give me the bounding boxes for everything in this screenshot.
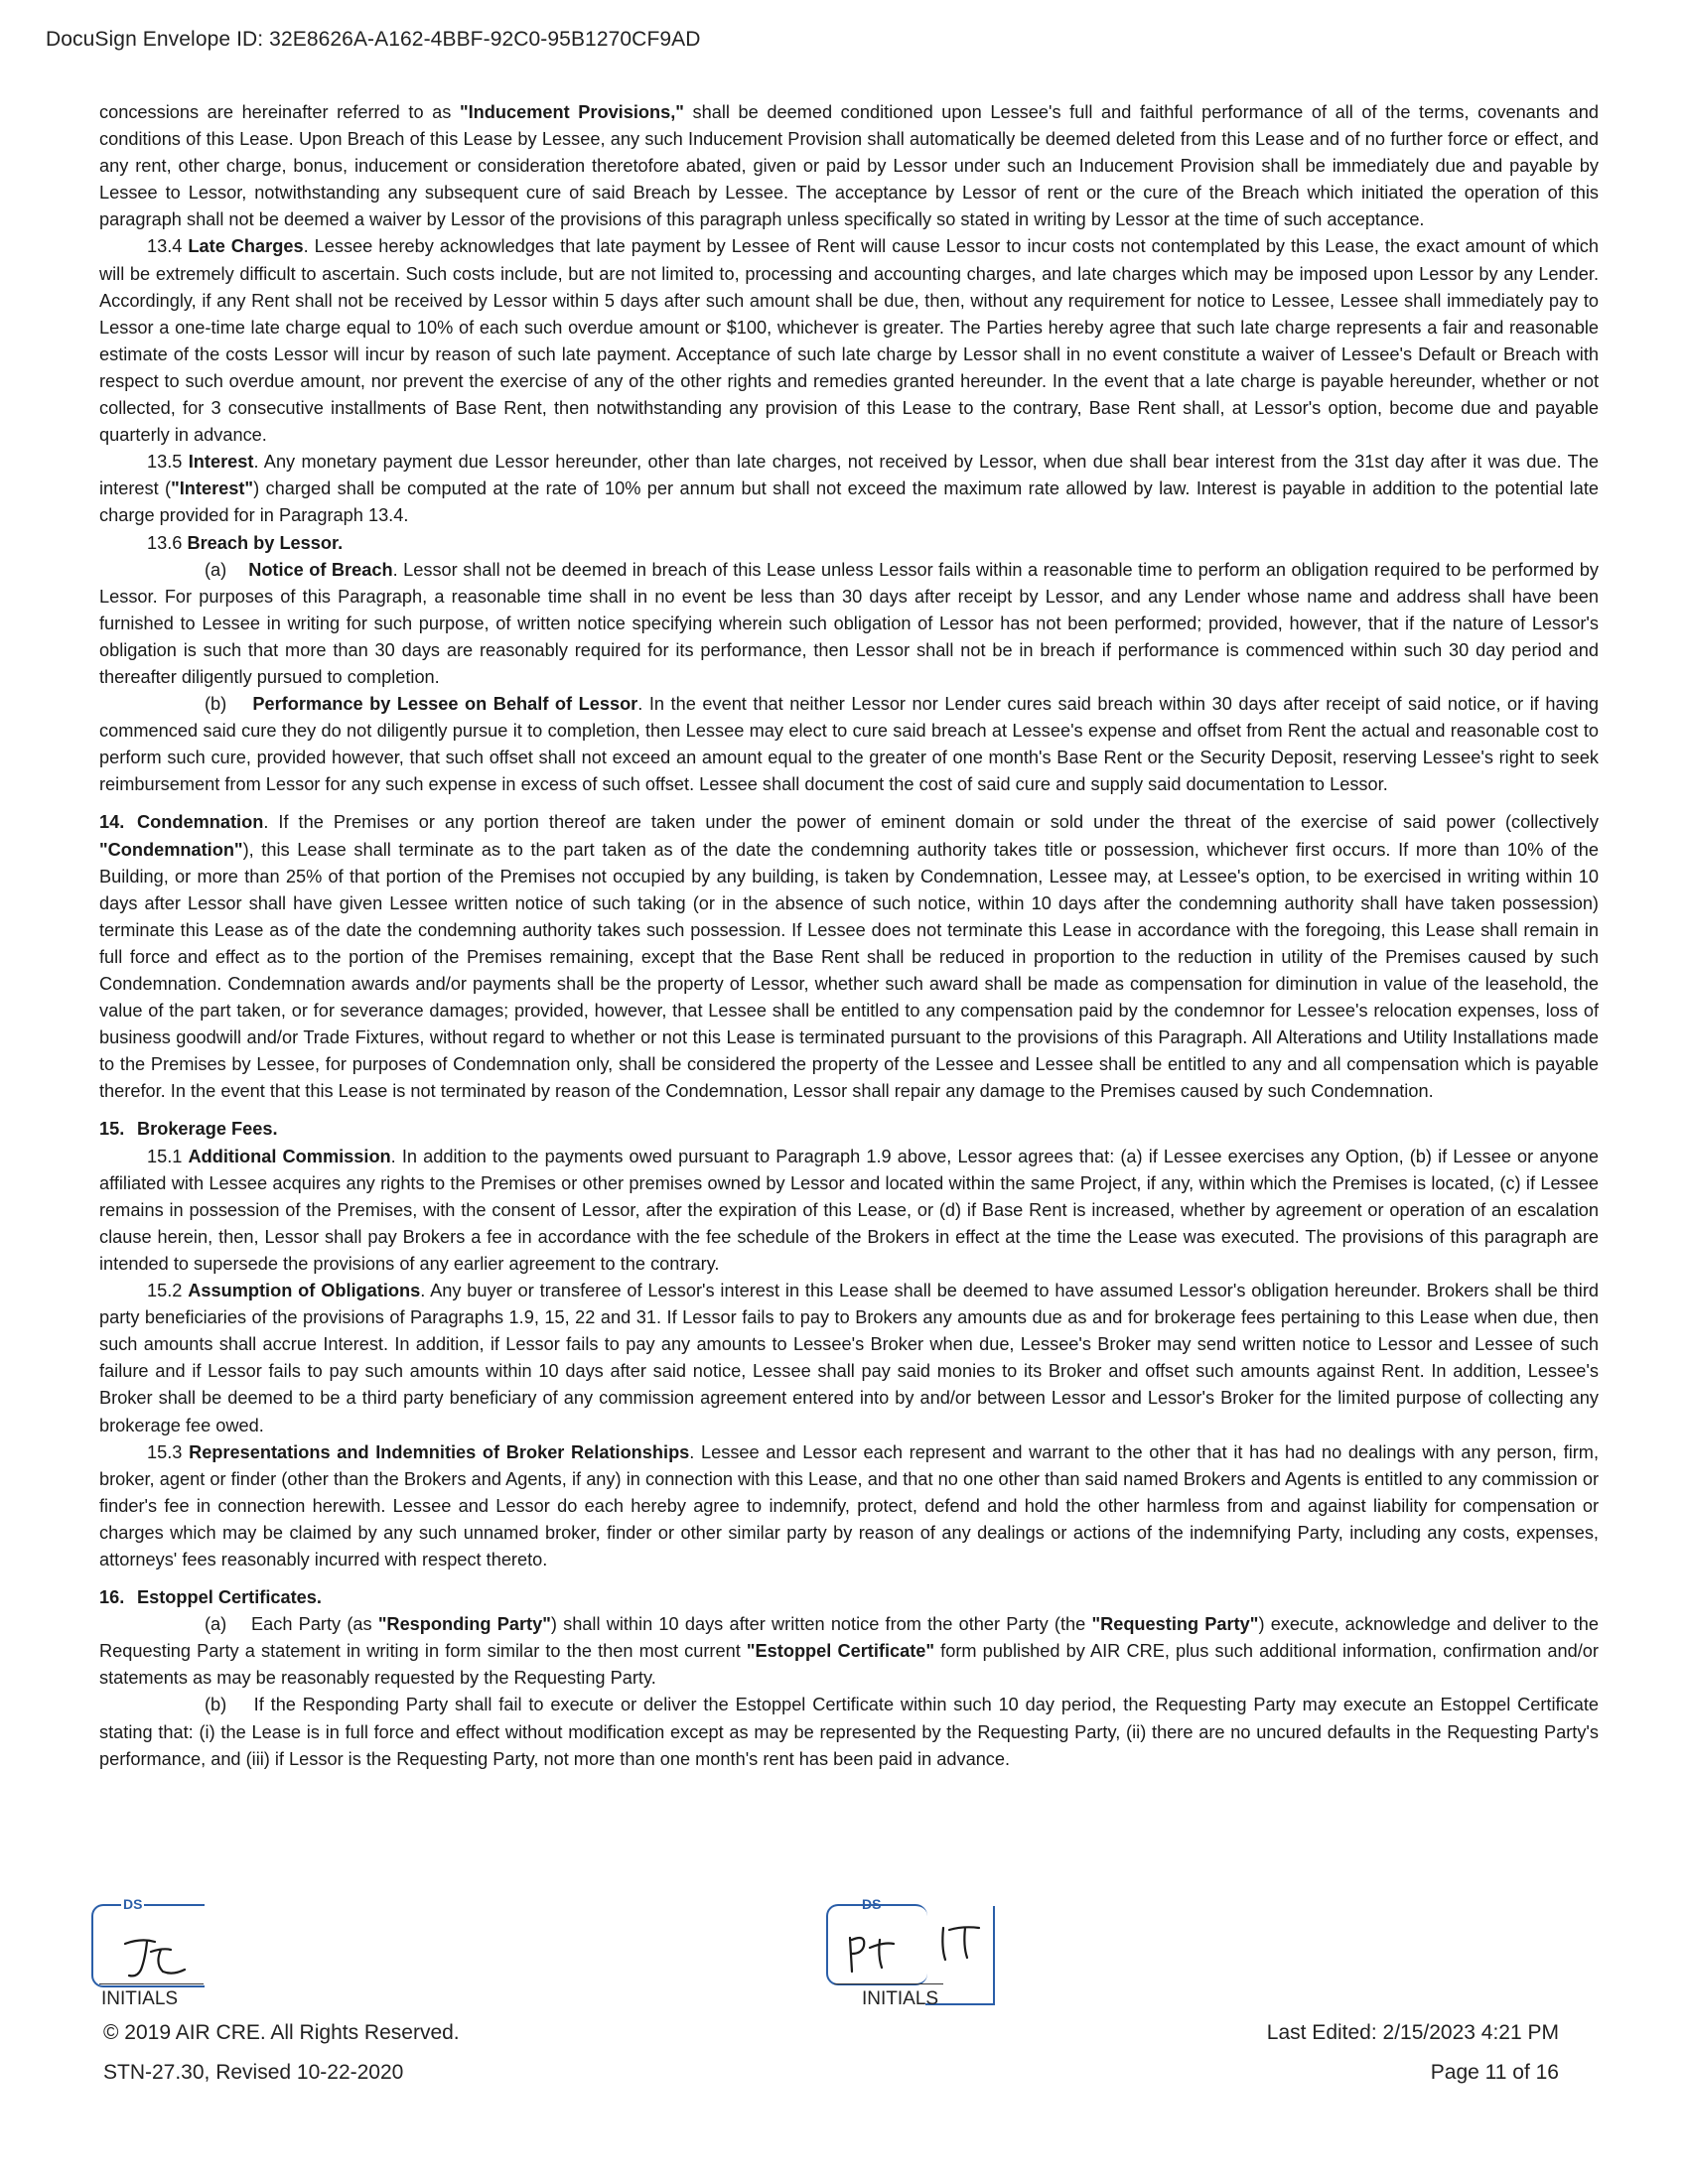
- signature-initials-left: [111, 1930, 211, 1989]
- paragraph-13-6-a: (a) Notice of Breach. Lessor shall not be deemed in breach of this Lease unless Lessor fails within a reasonable time to perform an obligation required to be performed by Lessor. For purposes of this Paragraph, a reasonable time shall in no event be less than 30 days after receipt by Lessor, and any Lender whose name and address shall have been furnished to Lessee in writing for such purpose, of written notice specifying wherein such obligation of Lessor has not been performed; provided, however, that if the nature of Lessor's obligation is such that more than 30 days are reasonably required for its performance, then Lessor shall not be in breach if performance is commenced within such 30 day period and thereafter diligently pursued to completion.: [99, 559, 1599, 687]
- paragraph-15-3: 15.3 Representations and Indemnities of Broker Relationships. Lessee and Lessor each represent and warrant to the other that it has had no dealings with any person, firm, broker, agent or finder (other than the Brokers and Agents, if any) in connection with this Lease, and that no one other than said named Brokers and Agents is entitled to any commission or finder's fee in connection herewith. Lessee and Lessor do each hereby agree to indemnify, protect, defend and hold the other harmless from and against liability for compensation or charges which may be claimed by any such unnamed broker, finder or other similar party by reason of any dealings or actions of the indemnifying Party, including any costs, expenses, attorneys' fees reasonably incurred with respect thereto.: [99, 1441, 1599, 1570]
- envelope-id: DocuSign Envelope ID: 32E8626A-A162-4BBF-92C0-95B1270CF9AD: [46, 28, 701, 51]
- paragraph-14: 14. Condemnation. If the Premises or any portion thereof are taken under the power of eminent domain or sold under the threat of the exercise of said power (collectively "Condemnation"), this Lease shall terminate as to the part taken as of the date the condemning authority takes title or possession, whichever first occurs. If more than 10% of the Building, or more than 25% of that portion of the Premises not occupied by any building, is taken by Condemnation, Lessee may, at Lessee's option, to be exercised in writing within 10 days after Lessor shall have given Lessee written notice of such taking (or in the absence of such notice, within 10 days after the condemning authority shall have taken possession) terminate this Lease as of the date the condemning authority takes such possession. If Lessee does not terminate this Lease in accordance with the foregoing, this Lease shall remain in full force and effect as to the portion of the Premises remaining, except that the Base Rent shall be reduced in proportion to the reduction in utility of the Premises caused by such Condemnation. Condemnation awards and/or payments shall be the property of Lessor, whether such award shall be made as compensation for diminution in value of the leasehold, the value of the part taken, or for severance damages; provided, however, that Lessee shall be entitled to any compensation paid by the condemnor for Lessee's relocation expenses, loss of business goodwill and/or Trade Fixtures, without regard to whether or not this Lease is terminated pursuant to the provisions of this Paragraph. All Alterations and Utility Installations made to the Premises by Lessee, for purposes of Condemnation only, shall be considered the property of the Lessee and Lessee shall be entitled to any and all compensation which is payable therefor. In the event that this Lease is not terminated by reason of the Condemnation, Lessor shall repair any damage to the Premises caused by such Condemnation.: [99, 812, 1599, 1102]
- signature-initials-right-2: [929, 1918, 999, 1978]
- initials-line-right: [834, 1983, 943, 1984]
- paragraph-16-a: (a) Each Party (as "Responding Party") shall within 10 days after written notice from the other Party (the "Requesting Party") execute, acknowledge and deliver to the Requesting Party a statement in writing in form similar to the then most current "Estoppel Certificate" form published by AIR CRE, plus such additional information, confirmation and/or statements as may be reasonably requested by the Requesting Party.: [99, 1614, 1599, 1689]
- initials-line-left: [99, 1983, 204, 1984]
- paragraph-inducement: concessions are hereinafter referred to as "Inducement Provisions," shall be deemed conditioned upon Lessee's full and faithful performance of all of the terms, covenants and conditions of this Lease. Upon Breach of this Lease by Lessee, any such Inducement Provision shall automatically be deemed deleted from this Lease and of no further force or effect, and any rent, other charge, bonus, inducement or consideration theretofore abated, given or paid by Lessor under such an Inducement Provision shall be immediately due and payable by Lessee to Lessor, notwithstanding any subsequent cure of said Breach by Lessee. The acceptance by Lessor of rent or the cure of the Breach which initiated the operation of this paragraph shall not be deemed a waiver by Lessor of the provisions of this paragraph unless specifically so stated in writing by Lessor at the time of such acceptance.: [99, 102, 1600, 230]
- heading-15: 15. Brokerage Fees.: [99, 1119, 278, 1140]
- signature-initials-right-1: [840, 1926, 919, 1985]
- document-body: [99, 99, 1599, 1773]
- footer-last-edited: Last Edited: 2/15/2023 4:21 PM: [1266, 2021, 1559, 2044]
- paragraph-15-1: 15.1 Additional Commission. In addition to the payments owed pursuant to Paragraph 1.9 above, Lessor agrees that: (a) if Lessee exercises any Option, (b) if Lessee or anyone affiliated with Lessee acquires any rights to the Premises or other premises owned by Lessor and located within the same Project, if any, within which the Premises is located, (c) if Lessee remains in possession of the Premises, with the consent of Lessor, after the expiration of this Lease, or (d) if Base Rent is increased, whether by agreement or operation of an escalation clause herein, then, Lessor shall pay Brokers a fee in accordance with the fee schedule of the Brokers in effect at the time the Lease was executed. The provisions of this paragraph are intended to supersede the provisions of any earlier agreement to the contrary.: [99, 1146, 1599, 1274]
- paragraph-13-6-b: (b) Performance by Lessee on Behalf of Lessor. In the event that neither Lessor nor Lender cures said breach within 30 days after receipt of said notice, or if having commenced said cure they do not diligently pursue it to completion, then Lessee may elect to cure said breach at Lessee's expense and offset from Rent the actual and reasonable cost to perform such cure, provided however, that such offset shall not exceed an amount equal to the greater of one month's Base Rent or the Security Deposit, reserving Lessee's right to seek reimbursement from Lessor for any such expense in excess of such offset. Lessee shall document the cost of said cure and supply said documentation to Lessor.: [99, 694, 1599, 795]
- initials-label-right: INITIALS: [862, 1988, 939, 2009]
- paragraph-16-b: (b) If the Responding Party shall fail to execute or deliver the Estoppel Certificate within such 10 day period, the Requesting Party may execute an Estoppel Certificate stating that: (i) the Lease is in full force and effect without modification except as may be represented by the Requesting Party, (ii) there are no uncured defaults in the Requesting Party's performance, and (iii) if Lessor is the Requesting Party, not more than one month's rent has been paid in advance.: [99, 1695, 1599, 1769]
- docusign-stamp-left: DS: [123, 1896, 143, 1912]
- footer-form-id: STN-27.30, Revised 10-22-2020: [103, 2061, 404, 2084]
- paragraph-15-2: 15.2 Assumption of Obligations. Any buyer or transferee of Lessor's interest in this Lease shall be deemed to have assumed Lessor's obligation hereunder. Brokers shall be third party beneficiaries of the provisions of Paragraphs 1.9, 15, 22 and 31. If Lessor fails to pay to Brokers any amounts due as and for brokerage fees pertaining to this Lease when due, then such amounts shall accrue Interest. In addition, if Lessor fails to pay any amounts to Lessee's Broker when due, Lessee's Broker may send written notice to Lessor and Lessee of such failure and if Lessor fails to pay such amounts within 10 days after said notice, Lessee shall pay said monies to its Broker and offset such amounts against Rent. In addition, Lessee's Broker shall be deemed to be a third party beneficiary of any commission agreement entered into by and/or between Lessor and Lessor's Broker for the limited purpose of collecting any brokerage fee owed.: [99, 1281, 1600, 1435]
- footer-copyright: © 2019 AIR CRE. All Rights Reserved.: [103, 2021, 460, 2044]
- initials-label-left: INITIALS: [101, 1988, 179, 2009]
- paragraph-13-6: 13.6 Breach by Lessor.: [147, 532, 344, 553]
- footer-page-number: Page 11 of 16: [1430, 2061, 1559, 2084]
- paragraph-13-4: 13.4 Late Charges. Lessee hereby acknowledges that late payment by Lessee of Rent will cause Lessor to incur costs not contemplated by this Lease, the exact amount of which will be extremely difficult to ascertain. Such costs include, but are not limited to, processing and accounting charges, and late charges which may be imposed upon Lessor by any Lender. Accordingly, if any Rent shall not be received by Lessor within 5 days after such amount shall be due, then, without any requirement for notice to Lessee, Lessee shall immediately pay to Lessor a one-time late charge equal to 10% of each such overdue amount or $100, whichever is greater. The Parties hereby agree that such late charge represents a fair and reasonable estimate of the costs Lessor will incur by reason of such late payment. Acceptance of such late charge by Lessor shall in no event constitute a waiver of Lessee's Default or Breach with respect to such overdue amount, nor prevent the exercise of any of the other rights and remedies granted hereunder. In the event that a late charge is payable hereunder, whether or not collected, for 3 consecutive installments of Base Rent, then notwithstanding any provision of this Lease to the contrary, Base Rent shall, at Lessor's option, become due and payable quarterly in advance.: [99, 236, 1599, 446]
- docusign-stamp-right: DS: [862, 1896, 882, 1912]
- heading-16: 16. Estoppel Certificates.: [99, 1587, 322, 1608]
- paragraph-13-5: 13.5 Interest. Any monetary payment due Lessor hereunder, other than late charges, not received by Lessor, when due shall bear interest from the 31st day after it was due. The interest ("Interest") charged shall be computed at the rate of 10% per annum but shall not exceed the maximum rate allowed by law. Interest is payable in addition to the potential late charge provided for in Paragraph 13.4.: [99, 452, 1600, 526]
